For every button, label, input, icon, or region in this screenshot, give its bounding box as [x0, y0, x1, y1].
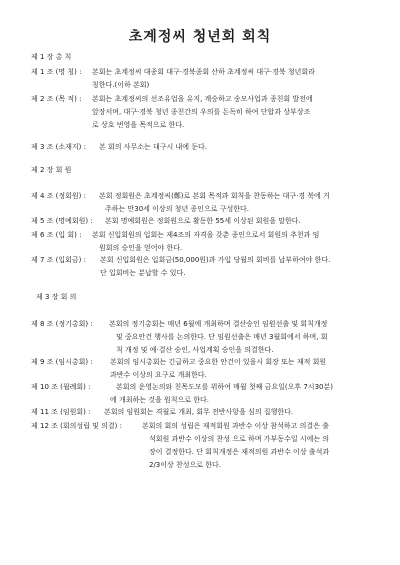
article-text-line: 앞장서며, 대구·경북 청년 종친간의 우의를 돈독히 하여 단합과 상부상조 [92, 108, 311, 116]
article-text-line: 칙 개정 및 예·결산 승인, 사업계획 승인을 의결한다. [116, 346, 274, 354]
article-text-line: 본회는 초계정씨의 선조유업을 유지, 계승하고 숭모사업과 종친회 발전에 [92, 95, 313, 103]
article-label: 제 6 조 (입 회) : [31, 231, 84, 239]
article-text-line: 과반수 이상의 요구로 개최한다. [110, 371, 207, 379]
article-label: 제 4 조 (정회원) : [31, 192, 89, 200]
article-text-line: 본회의 정기총회는 매년 6월에 개최하며 결산승인 임원선출 및 회칙개정 [109, 320, 328, 328]
article-text-line: 본회 신입회원은 입회금(50,000원)과 가입 당월의 회비를 납부하여야 한다. [100, 256, 331, 264]
article-label: 제 8 조 (정기총회) : [31, 320, 95, 328]
article-label: 제 12 조 (회의성립 및 의결) : [31, 422, 125, 430]
article-text-line: 본 회의 사무소는 대구시 내에 둔다. [99, 143, 208, 151]
article-text-line: 칭한다.(이하 본회) [92, 81, 150, 89]
chapter-heading: 제 2 장 회 원 [31, 166, 72, 174]
article-text-line: 석회원 과반수 이상의 찬성 으로 하며 가부동수일 시에는 의 [149, 435, 330, 443]
article-text-line: 주하는 만30세 이상의 청년 종인으로 구성한다. [105, 205, 249, 213]
document-title: 초계정씨 청년회 회칙 [128, 29, 272, 45]
article-label: 제 9 조 (임시총회) : [31, 358, 95, 366]
article-text-line: 단 입회비는 분납할 수 있다. [100, 269, 186, 277]
article-text-line: 장이 결정한다. 단 회칙개정은 재적의원 과반수 이상 출석과 [149, 448, 330, 456]
article-text-line: 본회 신입회원의 입회는 제4조의 자격을 갖춘 종인으로서 회원의 추천과 임 [92, 231, 320, 239]
article-text-line: 본회의 회의 성립은 재적회원 과반수 이상 참석하고 의결은 출 [142, 422, 329, 430]
article-text-line: 원회의 승인을 얻어야 한다. [99, 244, 183, 252]
article-text-line: 에 개최하는 것을 원칙으로 한다. [110, 396, 210, 404]
chapter-heading: 제 3 장 회 의 [36, 293, 77, 301]
article-label: 제 5 조 (명예회원) : [31, 217, 95, 225]
article-label: 제 1 조 (명 칭) : [31, 68, 84, 76]
article-label: 제 7 조 (입회금) : [31, 256, 89, 264]
article-text-line: 본회 정회원은 초계정씨(鄭)로 본회 목적과 회칙을 찬동하는 대구·경 북에 거 [99, 192, 330, 200]
article-label: 제 10 조 (월례회) : [31, 383, 93, 391]
article-text-line: 본회의 운영논의와 친목도모를 위하여 매월 첫째 금요일(오후 7시30분) [116, 383, 333, 391]
article-text-line: 본회의 임시총회는 긴급하고 중요한 안건이 있을시 회장 또는 재적 회원 [110, 358, 327, 366]
article-text-line: 로 상호 번영을 목적으로 한다. [92, 121, 185, 129]
article-text-line: 본회의 임원회는 격월로 개최, 회무 전반사항을 심의 집행한다. [104, 408, 294, 416]
article-label: 제 11 조 (임원회) : [31, 408, 93, 416]
article-text-line: 본회는 초계정씨 대종회 대구·경북종회 산하 초계정씨 대구·경북 청년회라 [92, 68, 315, 76]
article-text-line: 본회 명예회원은 정회원으로 활동한 55세 이상된 회원을 말한다. [105, 217, 301, 225]
chapter-heading: 제 1 장 총 칙 [31, 53, 72, 61]
article-label: 제 2 조 (목 적) : [31, 95, 84, 103]
article-text-line: 2/3이상 찬성으로 한다. [149, 461, 222, 469]
article-text-line: 및 중요안건 행사를 논의한다. 단 임원선출은 매년 3월회에서 하며, 회 [116, 333, 328, 341]
article-label: 제 3 조 (소재지) : [31, 143, 89, 151]
